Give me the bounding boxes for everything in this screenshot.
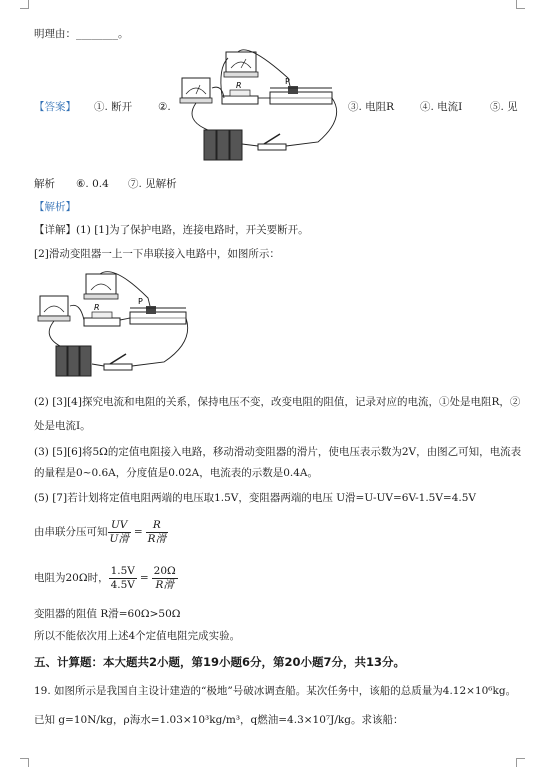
detail-p1: 【详解】(1) [1]为了保护电路，连接电路时，开关要断开。: [34, 224, 309, 236]
equation-1-label: 由串联分压可知: [34, 525, 108, 538]
section-heading: 五、计算题：本大题共2小题，第19小题6分，第20小题7分，共13分。: [34, 655, 406, 669]
equation-1: 由串联分压可知 $\frac{UV}{\text{U滑}}$ = $\frac{R}{\text{R滑}}$: [34, 518, 167, 545]
fraction-numerator: UV: [108, 519, 131, 533]
answer-tag: 【答案】: [34, 101, 76, 113]
circuit-figure-analysis: [34, 270, 194, 382]
question-line: 明理由：________。: [34, 28, 129, 40]
fraction-numerator: R: [146, 519, 168, 533]
equation-2-left-fraction: [109, 565, 137, 591]
battery-icon: [204, 130, 242, 160]
fraction-denominator: R滑: [147, 532, 167, 545]
detail-p3b: 处是电流I。: [34, 420, 91, 432]
resistor-icon: [222, 90, 258, 104]
fraction-denominator: U滑: [109, 532, 129, 545]
voltmeter-icon: [224, 52, 258, 77]
detail-p6: 变阻器的阻值 R滑=60Ω>50Ω: [34, 608, 181, 620]
answer-7: ⑦. 见解析: [128, 178, 177, 190]
crop-mark-top-left: [20, 0, 29, 9]
equation-1-left-fraction: [108, 519, 131, 545]
answer-6: ⑥. 0.4: [76, 178, 109, 190]
fraction-numerator: 20Ω: [153, 564, 176, 577]
fraction-numerator: 1.5V: [110, 564, 135, 577]
answer-continuation: 解析: [34, 178, 55, 190]
equation-2-label: 电阻为20Ω时，: [34, 571, 109, 584]
circuit-figure-answer: [178, 48, 348, 166]
ammeter-icon: [38, 296, 70, 321]
question-19-line2: 已知 g=10N/kg，ρ海水=1.03×10³kg/m³，q燃油=4.3×10⁷J/kg。求该船：: [34, 714, 404, 726]
crop-mark-bottom-right: [516, 758, 525, 767]
equation-2-right-fraction: [152, 565, 178, 591]
answer-2: ②.: [158, 101, 171, 113]
resistor-label: R: [94, 303, 100, 312]
rheostat-icon: [130, 306, 186, 324]
slider-label: P: [285, 77, 290, 86]
answer-1: ①. 断开: [94, 101, 133, 113]
detail-p4a: (3) [5][6]将5Ω的定值电阻接入电路，移动滑动变阻器的滑片，使电压表示数为2V，由图乙可知，电流表: [34, 446, 522, 458]
detail-p4b: 的量程是0~0.6A，分度值是0.02A，电流表的示数是0.4A。: [34, 467, 319, 479]
detail-p5: (5) [7]若计划将定值电阻两端的电压取1.5V，变阻器两端的电压 U滑=U-UV=6V-1.5V=4.5V: [34, 492, 476, 504]
battery-icon: [56, 346, 91, 376]
equation-2: 电阻为20Ω时， $\frac{1.5V}{4.5V}$ = $\frac{20\Omega}{\text{R滑}}$: [34, 564, 176, 591]
switch-icon: [258, 134, 286, 150]
question-19-line1: 19. 如图所示是我国自主设计建造的“极地”号破冰调查船。某次任务中，该船的总质量为4.12×10⁶kg。: [34, 685, 517, 697]
analysis-tag: 【解析】: [34, 201, 76, 213]
answer-4: ④. 电流I: [420, 101, 463, 113]
answer-5: ⑤. 见: [490, 101, 518, 113]
answer-3: ③. 电阻R: [348, 101, 395, 113]
slider-label: P: [138, 297, 143, 306]
detail-p3a: (2) [3][4]探究电流和电阻的关系，保持电压不变，改变电阻的阻值，记录对应的电流，①处是电阻R，②: [34, 396, 521, 408]
detail-p2: [2]滑动变阻器一上一下串联接入电路中，如图所示：: [34, 248, 280, 260]
detail-p7: 所以不能依次用上述4个定值电阻完成实验。: [34, 630, 241, 642]
resistor-icon: [84, 312, 120, 326]
resistor-label: R: [236, 81, 242, 90]
crop-mark-top-right: [516, 0, 525, 9]
ammeter-icon: [180, 78, 212, 103]
equation-1-right-fraction: [146, 519, 168, 545]
switch-icon: [104, 354, 132, 370]
voltmeter-icon: [84, 274, 118, 299]
rheostat-icon: [270, 86, 332, 104]
crop-mark-bottom-left: [20, 758, 29, 767]
fraction-denominator: R滑: [155, 578, 174, 591]
fraction-denominator: 4.5V: [110, 578, 135, 591]
